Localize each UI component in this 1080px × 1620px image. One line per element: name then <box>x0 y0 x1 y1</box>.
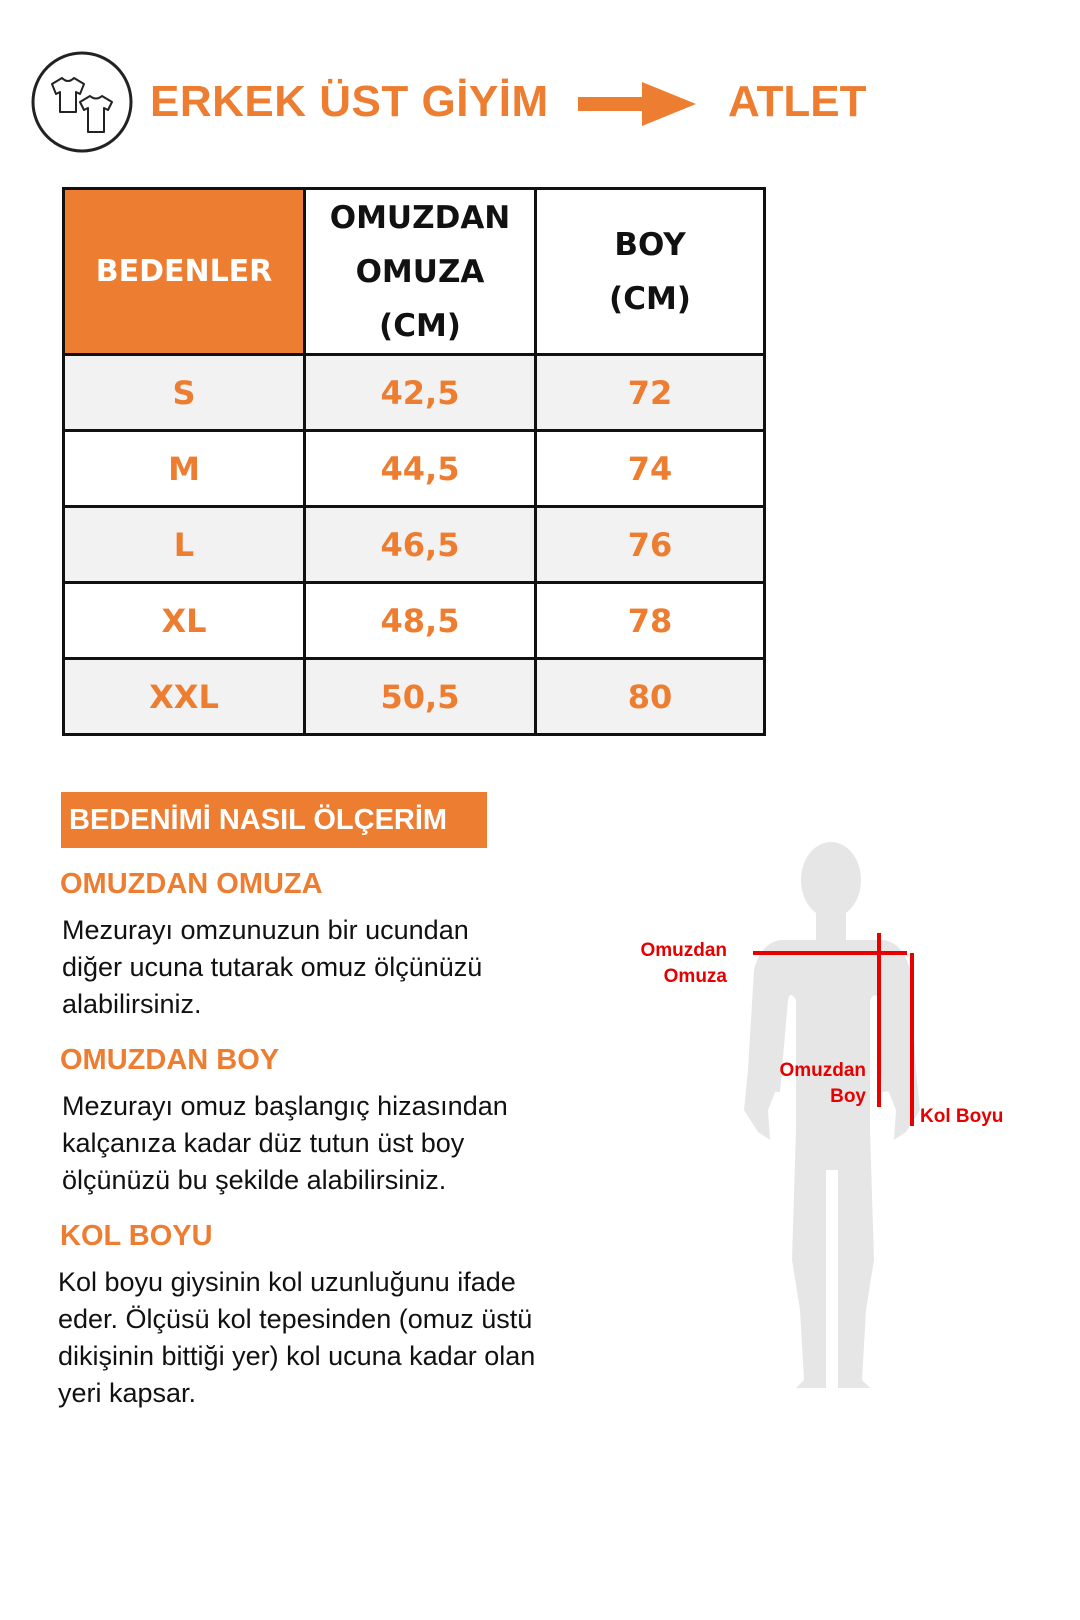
cell-length: 74 <box>536 431 765 507</box>
right-arrow-icon <box>578 82 696 126</box>
table-header-row <box>64 189 765 355</box>
label-length-2: Boy <box>830 1086 866 1107</box>
label-sleeve: Kol Boyu <box>920 1106 1004 1127</box>
label-shoulder-2: Omuza <box>663 966 727 987</box>
header-shoulder <box>305 189 536 355</box>
cell-size: S <box>64 355 305 431</box>
header-size: BEDENLER <box>64 189 305 355</box>
label-shoulder-1: Omuzdan <box>640 940 727 961</box>
text-line: Mezurayı omuz başlangıç hizasından <box>62 1091 508 1121</box>
product-type: ATLET <box>728 77 867 126</box>
header-length-line: BOY <box>614 226 686 263</box>
cell-shoulder: 44,5 <box>305 431 536 507</box>
cell-length: 80 <box>536 659 765 735</box>
cell-size: XL <box>64 583 305 659</box>
text-line: ölçünüzü bu şekilde alabilirsiniz. <box>62 1165 447 1195</box>
text-line: Mezurayı omzunuzun bir ucundan <box>62 915 469 945</box>
table-row <box>64 431 765 507</box>
cell-size: XXL <box>64 659 305 735</box>
header-shoulder-line: OMUZDAN <box>329 199 511 236</box>
text-line: yeri kapsar. <box>58 1378 197 1408</box>
cell-shoulder: 48,5 <box>305 583 536 659</box>
cell-length: 76 <box>536 507 765 583</box>
table-row <box>64 659 765 735</box>
cell-size: L <box>64 507 305 583</box>
section-title-sleeve: KOL BOYU <box>60 1220 213 1252</box>
text-line: Kol boyu giysinin kol uzunluğunu ifade <box>58 1267 516 1297</box>
cell-shoulder: 46,5 <box>305 507 536 583</box>
section-text-length <box>62 1088 622 1199</box>
table-row <box>64 507 765 583</box>
text-line: kalçanıza kadar düz tutun üst boy <box>62 1128 465 1158</box>
page-title: ERKEK ÜST GİYİM <box>150 77 549 126</box>
text-line: eder. Ölçüsü kol tepesinden (omuz üstü <box>58 1304 533 1334</box>
clothing-tshirts-icon <box>30 50 134 154</box>
section-text-shoulder <box>62 912 622 1023</box>
text-line: dikişinin bittiği yer) kol ucuna kadar olan <box>58 1341 536 1371</box>
header-length <box>536 189 765 355</box>
cell-size: M <box>64 431 305 507</box>
header-length-line: (CM) <box>609 280 691 317</box>
body-measurement-figure <box>620 840 1060 1440</box>
howto-banner: BEDENİMİ NASIL ÖLÇERİM <box>61 792 487 848</box>
cell-shoulder: 50,5 <box>305 659 536 735</box>
text-line: diğer ucuna tutarak omuz ölçünüzü <box>62 952 483 982</box>
size-table <box>62 187 766 736</box>
label-length-1: Omuzdan <box>779 1060 866 1081</box>
cell-shoulder: 42,5 <box>305 355 536 431</box>
section-text-sleeve <box>58 1264 658 1412</box>
cell-length: 78 <box>536 583 765 659</box>
section-title-length: OMUZDAN BOY <box>60 1044 280 1076</box>
section-title-shoulder: OMUZDAN OMUZA <box>60 868 323 900</box>
header-shoulder-line: OMUZA <box>355 253 485 290</box>
cell-length: 72 <box>536 355 765 431</box>
text-line: alabilirsiniz. <box>62 989 202 1019</box>
header-shoulder-line: (CM) <box>379 307 461 344</box>
table-row <box>64 583 765 659</box>
body-silhouette-icon <box>744 842 920 1388</box>
table-row <box>64 355 765 431</box>
